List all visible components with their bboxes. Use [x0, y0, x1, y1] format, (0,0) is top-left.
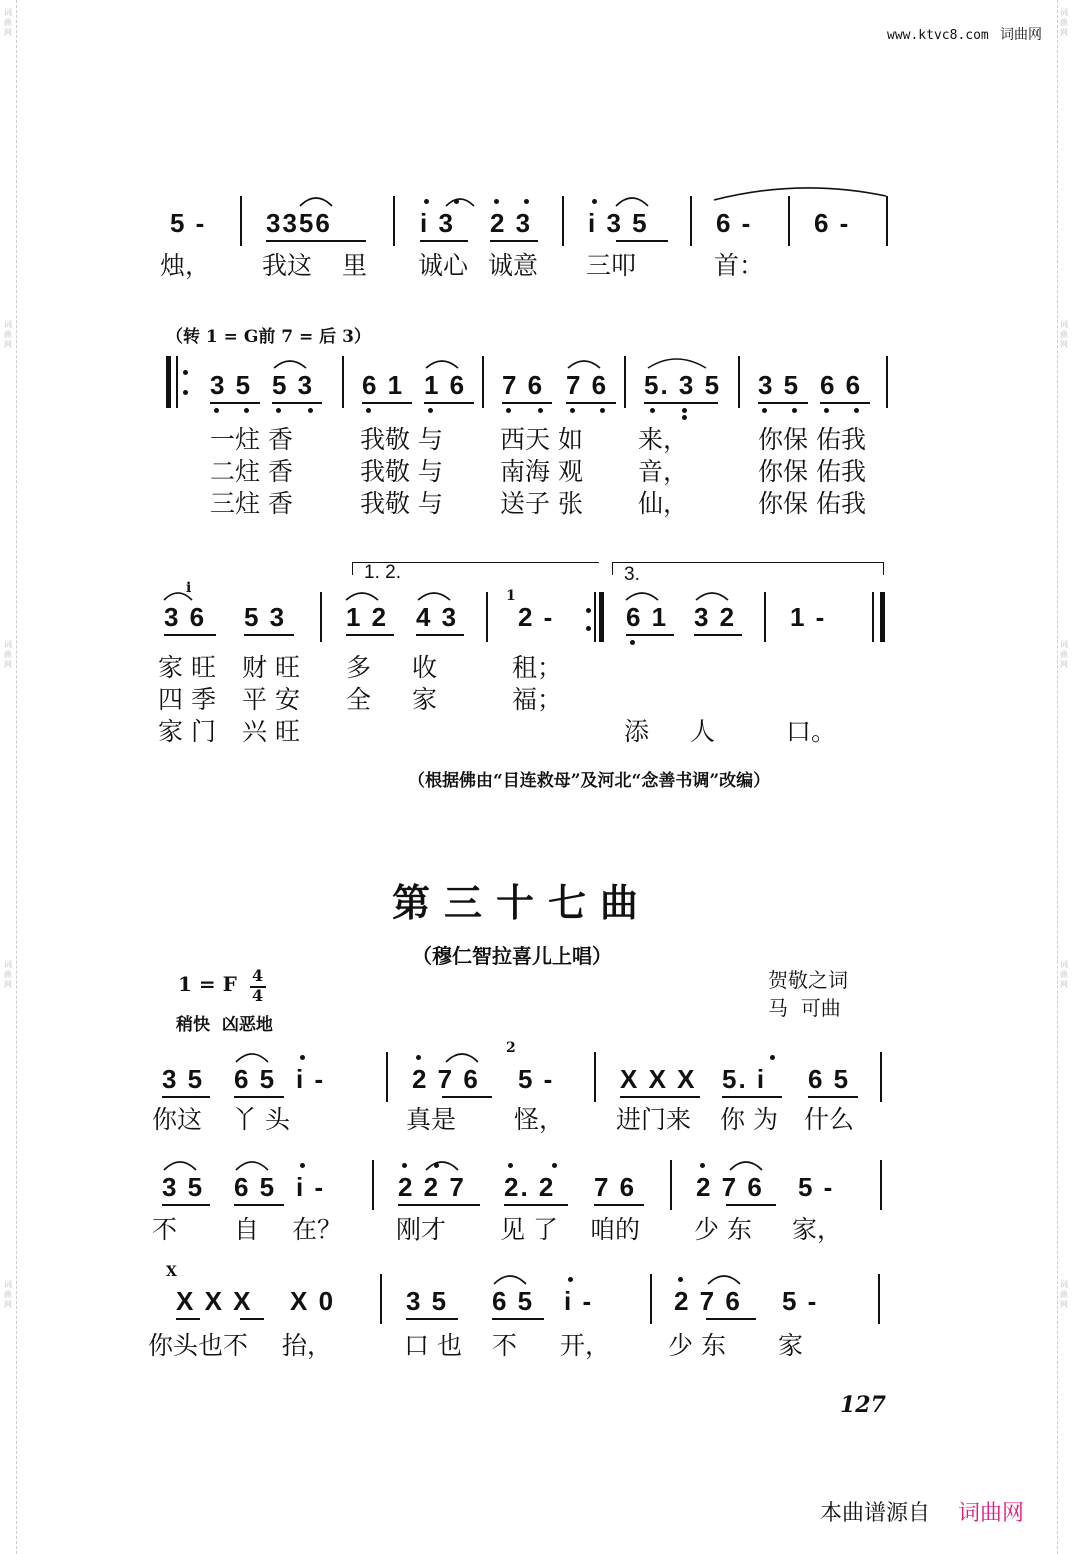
- lyric: 你头也不: [148, 1331, 249, 1360]
- lyric: 我敬 与: [360, 457, 443, 486]
- watermark-text: 词曲网: [1060, 320, 1068, 349]
- lyric: 添: [624, 717, 650, 746]
- lyric: 我敬 与: [360, 489, 443, 518]
- lyric: 四 季: [158, 685, 216, 714]
- volta-label: 1. 2.: [364, 562, 401, 583]
- lyric: 你保 佑我: [758, 489, 866, 518]
- note-group: X X X: [620, 1064, 697, 1094]
- note-group: 5 -: [782, 1286, 819, 1316]
- grace-note: 1: [506, 588, 516, 604]
- key-signature: 1 = F: [178, 972, 237, 996]
- lyric: 平 安: [242, 685, 300, 714]
- lyric: 咱的: [590, 1215, 641, 1244]
- lyric: 家 旺: [158, 653, 216, 682]
- lyric: 福；: [512, 685, 563, 714]
- lyric: 真是: [406, 1105, 457, 1134]
- note-group: 2 7 6: [696, 1172, 764, 1202]
- lyric: 全: [346, 685, 372, 714]
- footer-source-label: 本曲谱源自: [820, 1501, 931, 1526]
- note-group: 2 7 6: [412, 1064, 480, 1094]
- piece-title: 第三十七曲: [392, 880, 653, 925]
- note-group: 6 5: [234, 1064, 277, 1094]
- note-group: 5 -: [518, 1064, 555, 1094]
- watermark-text: 词曲网: [1060, 1280, 1068, 1309]
- note-group: 3356: [266, 208, 332, 238]
- header-site-url[interactable]: www.ktvc8.com: [887, 28, 989, 43]
- page-number: 127: [840, 1392, 886, 1418]
- time-signature-bottom: 4: [252, 986, 264, 1005]
- watermark-text: 词曲网: [1060, 8, 1068, 37]
- lyric: 首：: [714, 251, 765, 280]
- piece-subtitle: （穆仁智拉喜儿上唱）: [412, 944, 612, 968]
- watermark-text: 词曲网: [4, 640, 12, 669]
- watermark-text: 词曲网: [4, 8, 12, 37]
- note-group: i -: [296, 1064, 326, 1094]
- lyric: 里: [342, 251, 368, 280]
- watermark-text: 词曲网: [4, 960, 12, 989]
- note-group: 7 6: [502, 370, 545, 400]
- lyric: 人: [690, 717, 716, 746]
- lyric: 多: [346, 653, 372, 682]
- note-group: 2 2 7: [398, 1172, 466, 1202]
- lyric: 开，: [560, 1331, 611, 1360]
- lyric: 我敬 与: [360, 425, 443, 454]
- lyric: 南海 观: [500, 457, 583, 486]
- lyric: 家: [778, 1331, 804, 1360]
- note-group: i 3: [420, 208, 455, 238]
- note-group: 2 -: [518, 602, 555, 632]
- note-group: 6 -: [716, 208, 753, 238]
- lyric: 你 为: [720, 1105, 778, 1134]
- lyric: 见 了: [500, 1215, 558, 1244]
- note-group: 5 -: [170, 208, 207, 238]
- tempo-marking: 稍快 凶恶地: [176, 1015, 273, 1035]
- note-group: 5. i: [722, 1064, 767, 1094]
- lyric: 家: [412, 685, 438, 714]
- note-group: 7 6: [594, 1172, 637, 1202]
- lyric: 三叩: [586, 251, 637, 280]
- lyric: 来，: [638, 425, 689, 454]
- note-group: 7 6: [566, 370, 609, 400]
- lyricist-credit: 贺敬之词: [768, 968, 848, 992]
- note-group: X X X: [176, 1286, 253, 1316]
- composer-credit: 马 可曲: [768, 996, 841, 1020]
- lyric: 诚心: [418, 251, 469, 280]
- watermark-text: 词曲网: [4, 1280, 12, 1309]
- lyric: 我这: [262, 251, 313, 280]
- note-group: 5. 3 5: [644, 370, 722, 400]
- lyric: 一炷 香: [210, 425, 293, 454]
- lyric: 刚才: [396, 1215, 447, 1244]
- note-group: 5 3: [272, 370, 315, 400]
- note-group: i -: [564, 1286, 594, 1316]
- note-group: 3 5: [162, 1064, 205, 1094]
- note-group: 6 1: [362, 370, 405, 400]
- watermark-text: 词曲网: [4, 320, 12, 349]
- lyric: 少 东: [694, 1215, 752, 1244]
- note-group: i 3 5: [588, 208, 649, 238]
- note-group: 3 2: [694, 602, 737, 632]
- watermark-text: 词曲网: [1060, 960, 1068, 989]
- lyric: 三炷 香: [210, 489, 293, 518]
- lyric: 自: [234, 1215, 260, 1244]
- lyric: 口。: [786, 717, 837, 746]
- lyric: 什么: [804, 1105, 855, 1134]
- lyric: 财 旺: [242, 653, 300, 682]
- note-group: X 0: [290, 1286, 336, 1316]
- note-group: 2. 2: [504, 1172, 556, 1202]
- lyric: 家，: [792, 1215, 843, 1244]
- lyric: 不: [492, 1331, 518, 1360]
- lyric: 诚意: [488, 251, 539, 280]
- note-group: 3 5: [210, 370, 253, 400]
- lyric: 仙，: [638, 489, 689, 518]
- header-site-name[interactable]: 词曲网: [1000, 27, 1042, 43]
- note-group: 6 6: [820, 370, 863, 400]
- lyric: 你这: [152, 1105, 203, 1134]
- lyric: 租；: [512, 653, 563, 682]
- note-group: 3 5: [758, 370, 801, 400]
- grace-note: i: [186, 580, 192, 596]
- note-group: 6 5: [492, 1286, 535, 1316]
- key-change-marking: （转 1 = G前 7 = 后 3）: [166, 327, 371, 347]
- time-signature-top: 4: [252, 966, 264, 985]
- note-group: 3 5: [162, 1172, 205, 1202]
- note-group: 1 2: [346, 602, 389, 632]
- note-group: 4 3: [416, 602, 459, 632]
- note-group: 1 6: [424, 370, 467, 400]
- note-group: 2 7 6: [674, 1286, 742, 1316]
- note-group: 6 -: [814, 208, 851, 238]
- lyric: 在？: [292, 1215, 343, 1244]
- source-note: （根据佛由“目连救母”及河北“念善书调”改编）: [408, 771, 771, 791]
- note-group: 5 -: [798, 1172, 835, 1202]
- note-group: 1 -: [790, 602, 827, 632]
- lyric: 烛，: [160, 251, 211, 280]
- lyric: 不: [152, 1215, 178, 1244]
- lyric: 收: [412, 653, 438, 682]
- lyric: 兴 旺: [242, 717, 300, 746]
- note-group: 6 1: [626, 602, 669, 632]
- volta-label: 3.: [624, 564, 640, 585]
- lyric: 二炷 香: [210, 457, 293, 486]
- lyric: 怪，: [514, 1105, 565, 1134]
- lyric: 你保 佑我: [758, 425, 866, 454]
- lyric: 口 也: [404, 1331, 462, 1360]
- note-group: 5 3: [244, 602, 287, 632]
- grace-note: 2: [506, 1040, 516, 1056]
- lyric: 抬，: [282, 1331, 333, 1360]
- note-group: 6 5: [808, 1064, 851, 1094]
- footer-source-link[interactable]: 词曲网: [958, 1501, 1025, 1526]
- note-group: 2 3: [490, 208, 533, 238]
- lyric: 家 门: [158, 717, 216, 746]
- lyric: 进门来: [616, 1105, 692, 1134]
- lyric: 西天 如: [500, 425, 583, 454]
- note-group: 6 5: [234, 1172, 277, 1202]
- lyric: 丫 头: [232, 1105, 290, 1134]
- note-group: 3 6: [164, 602, 207, 632]
- lyric: 你保 佑我: [758, 457, 866, 486]
- lyric: 音，: [638, 457, 689, 486]
- watermark-text: 词曲网: [1060, 640, 1068, 669]
- note-group: 3 5: [406, 1286, 449, 1316]
- note-group: i -: [296, 1172, 326, 1202]
- lyric: 少 东: [668, 1331, 726, 1360]
- grace-note: X: [166, 1264, 177, 1280]
- lyric: 送子 张: [500, 489, 583, 518]
